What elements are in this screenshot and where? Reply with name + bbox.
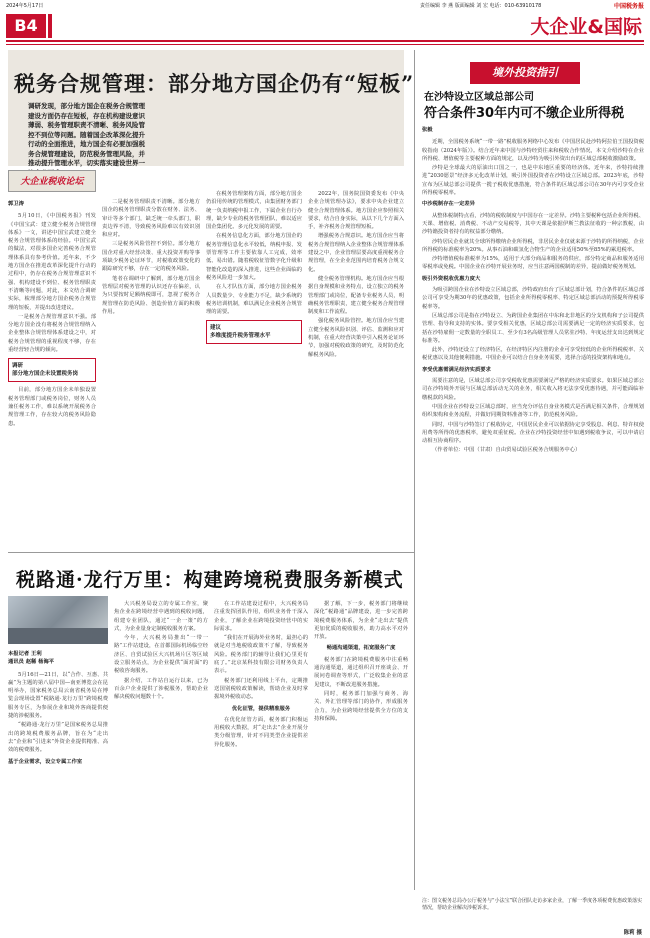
article1-dek: 调研发现，部分地方国企在税务合规管理建设方面仍存在短板，存在机构建设意识薄弱、税务管理职责不清晰、税务风险管控不到位等问题。随着国企改革深化提升行动的全面推进，地方国企有必要加强税务合规管理建设，防范税务管理风险，并推动提升管理水平，切实落实建设世界一 (28, 102, 145, 167)
paragraph: 同时，中国与沙特签订了税收协定，中国居民企业可以依据协定享受股息、利息、特许权使用费等所得的优惠税率，避免双重征税。企业在沙特投资经营中如遇到税收争议，可以申请启动相互协商程序。 (422, 421, 644, 445)
paragraph: 税务部门在跨境税费服务中注重畅通沟通渠道，通过组织召开座谈会、开展问卷调查等形式，广泛收集企业的意见建议，不断改进服务措施。 (314, 656, 408, 688)
article2-tag: 境外投资指引 (470, 62, 580, 84)
column-divider (414, 50, 415, 890)
article2-subtitle: 符合条件30年内可不缴企业所得税 (424, 106, 625, 121)
paragraph: （作者单位：中国（甘肃）自由贸易试验区税务合规服务中心） (432, 447, 581, 454)
page-number-accent (48, 14, 52, 38)
header-rule-thin (6, 44, 644, 45)
paragraph: 据介绍，工作站自运行以来，已为百余户企业提供了涉税服务，帮助企业解决税收问题数十个。 (114, 677, 208, 701)
article2-author: 张毅 (422, 127, 433, 133)
paragraph: 税务部门还利用线上平台，定期推送国别税收政策解读，帮助企业及时掌握境外税收动态。 (214, 677, 308, 701)
paragraph: 沙特增值税标准税率为15%，适用于大部分商品和服务的供应，部分特定商品和服务适用零税率或免税。中国企业在沙特开展业务时，应当注意两国税制的差异，提前做好税务规划。 (422, 256, 644, 271)
header-date: 2024年5月17日 (6, 3, 44, 9)
article3-photo (8, 596, 108, 644)
article1-col2 (102, 198, 200, 317)
page-header (0, 0, 650, 10)
photo-credit: 陈莉 摄 (623, 930, 642, 936)
photo-bar (8, 628, 108, 644)
paragraph: 在工作站建设过程中，大兴税务局注重发挥团队作用，组织业务骨干深入企业，了解企业在跨境投资经营中的实际需求。 (214, 601, 308, 632)
paragraph: 近期，全国税务系统“一带一路”税收服务网络中心发布《中国居民赴沙特阿拉伯王国投资税收指南（2024年版）》。结合近年来中国与沙特经贸往来和税收合作情况，本文介绍沙特在企业所得税、增值税等主要税种方面的规定，以及沙特为吸引外资出台的区域总部税收激励政策。 (422, 139, 644, 162)
paragraph: 三是税务风险管控不到位。部分地方国企对重大经营决策、重大投资并购等事项缺少税务论证环节，对税收政策变化的跟踪研究不够，存在一定的税务风险。 (102, 241, 200, 273)
paragraph: 中国企业在沙特设立区域总部时，应当充分评估自身业务模式是否满足相关条件，合理规划组织架构和业务流程，并做好同期资料准备等工作，防范税务风险。 (422, 403, 644, 419)
paragraph: 沙特居民企业就其全球所得缴纳企业所得税，非居民企业仅就来源于沙特的所得纳税，企业所得税的标准税率为20%。从事石油和碳氢化合物生产的企业适用50%至85%的累进税率。 (422, 238, 644, 253)
article2-body (422, 124, 644, 456)
paragraph: 在税务管理架构方面，部分地方国企仍沿用传统的管理模式，由集团财务部门统一负责纳税申报工作，下属企业自行办理，缺少专业的税务管理团队，难以适应国企集团化、多元化发展的需要。 (206, 191, 302, 231)
article3-col1 (8, 648, 108, 769)
paragraph: 笔者在调研中了解到，部分地方国企管理层对税务管理的认识还存在偏差，认为只要按时足额纳税即可，忽视了税务合规管理在防范风险、创造价值方面的积极作用。 (102, 275, 200, 315)
article1-title: 税务合规管理：部分地方国企仍有“短板” (14, 71, 415, 96)
subhead: 优化征管，提供精准服务 (231, 705, 291, 712)
paragraph: 在人才队伍方面，部分地方国企税务人员数量少、专业能力不足，缺少系统的税务培训机制，难以满足企业税务合规管理的需要。 (206, 284, 302, 316)
paragraph: 今年，大兴税务局推出“一带一路”工作站建设，在首都国际机场临空经济区、自贸试验区大兴机场片区等区域设立服务站点，为企业提供“面对面”的税收咨询服务。 (114, 635, 208, 675)
paragraph: 5月10日，《中国税务报》刊发《中国宝武：建立健全税务合规管理体系》一文，讲述中国宝武建立健全税务合规管理体系的经验。中国宝武的做法，对很多国企完善税务合规管理体系具有参考价值。近年来，不少地方国企在推进改革深化提升行动的过程中，仍存在税务合规管理意识不强、机构建设不到位、税务管理职责不清晰等问题，对此，本文结合调研实际，梳理部分地方国企税务合规管理的短板，并提出改进建议。 (8, 213, 96, 311)
article-divider (8, 552, 414, 553)
subhead: 享受优惠需满足经济实质要求 (422, 366, 491, 373)
paragraph: 5月16日—21日，以“合作、互惠、共赢”为主题的第八届中国—南亚博览会在昆明举办，国家税务总局云南省税务局在博览会现场设置“税路通·龙行万里”跨境税费服务专区，为参展企业和境外客商提供便捷的涉税服务。 (8, 671, 108, 720)
paragraph: 从整体税制特点看，沙特的税收制度与中国存在一定差异。沙特主要税种包括企业所得税、天课、增值税、消费税、不动产交易税等，其中天课是依据伊斯兰教法征收的一种宗教税，由沙特籍投资者持有的权益部分缴纳。 (422, 212, 644, 236)
article3-title-band (8, 558, 414, 592)
paragraph: 需要注意的是，区域总部公司享受税收优惠需要满足严格的经济实质要求。如果区域总部公司在沙特境外开展与区域总部活动无关的业务，相关收入将无法享受优惠待遇，并可能面临补缴税款的风险。 (422, 378, 644, 401)
paragraph: “税路通·龙行万里”是国家税务总局推出的跨境税费服务品牌，旨在为“走出去”企业和“引进来”外资企业提供精准、高效的税费服务。 (8, 722, 108, 754)
subhead-text: 部分地方国企未设置税务岗 (12, 371, 79, 378)
header-paper-name: 中国税务报 (613, 3, 644, 10)
paragraph: 此外，沙特还设立了经济特区，在经济特区内注册的企业可享受较低的企业所得税税率、关税优惠以及其他便利措施。中国企业可以结合自身业务需要，选择合适的投资架构和地点。 (422, 347, 644, 362)
article1-author: 郭卫涛 (8, 201, 24, 207)
header-rule (6, 40, 644, 42)
section-title: 大企业&国际 (530, 16, 642, 38)
article3-byline: 本报记者 王利 通讯员 赵稀 杨海平 (8, 651, 55, 666)
paragraph: 区域总部公司是指在沙特设立、为跨国企业集团在中东和北非地区的分支机构和子公司提供管理、指导和支持的实体。要享受相关优惠，区域总部公司需要满足一定的经济实质要求，包括在沙特雇佣一定数量的全职员工、至少有3名高级管理人员常驻沙特、年度运营支出达到规定标准等。 (422, 312, 644, 344)
paragraph: 健全税务管理机构。地方国企应当根据自身规模和业务特点，设立独立的税务管理部门或岗位，配备专业税务人员，明确税务管理职责，建立健全税务合规管理制度和工作流程。 (308, 275, 404, 316)
paragraph: 目前，部分地方国企未单独设置税务管理部门或税务岗位，财务人员兼任税务工作，难以系统开展税务合规管理工作，存在较大的税务风险隐患。 (8, 387, 96, 427)
page-number: B4 (6, 14, 46, 38)
article3-col4 (314, 600, 408, 724)
article3-col2 (114, 600, 208, 703)
paragraph: 为吸引跨国企业在沙特设立区域总部，沙特政府出台了区域总部计划，符合条件的区域总部公司可享受为期30年的优惠政策，包括企业所得税零税率、特定区域总部活动的预提所得税零税率等。 (422, 287, 644, 310)
photo-caption: 注：图文税务总局办公厅税务与“小法宝”联合团队走访多家企业，了解一季度各项税费优惠政策落实情况，帮助企业解决涉税诉求。 (422, 898, 643, 911)
subhead-label: 调研 (12, 363, 24, 370)
paragraph: 一是税务合规管理意识不强。部分地方国企没有将税务合规管理纳入企业整体合规管理体系建设之中，对税务合规管理的重视程度不够，存在重经营轻合规的倾向。 (8, 313, 96, 354)
subhead-box (8, 358, 96, 382)
paragraph: 同时，税务部门加强与商务、海关、外汇管理等部门的协作，形成服务合力，为企业跨境经营提供全方位的支持和保障。 (314, 690, 408, 722)
paragraph: 在优化征管方面，税务部门积极运用税收大数据，对“走出去”企业开展分类分级管理，针对不同类型企业提供差异化服务。 (214, 716, 308, 748)
paragraph: 沙特是全球最大的原油出口国之一，也是中东地区重要的经济体。近年来，沙特持续推进“2030愿景”经济多元化改革计划，吸引外国投资者在沙特设立区域总部。2023年底，沙特宣布为区域总部公司提供一揽子税收优惠措施，符合条件的区域总部公司在30年内可享受企业所得税零税率。 (422, 165, 644, 197)
paragraph: 2022年，国务院国资委发布《中央企业合规管理办法》，要求中央企业建立健全合规管理体系。地方国企应参照相关要求，结合自身实际，从以下几个方面入手，补齐税务合规管理短板。 (308, 191, 404, 231)
article1-col4 (308, 190, 404, 360)
article3-col3 (214, 600, 308, 750)
paragraph: 强化税务风险管控。地方国企应当建立健全税务风险识别、评估、监测和应对机制，在重大经营决策中引入税务论证环节，加强对税收政策的研究，及时防范化解税务风险。 (308, 318, 404, 358)
suggestion-box: 建议 多维度提升税务管理水平 (206, 320, 302, 344)
subhead: 畅通沟通渠道，拓宽服务广度 (326, 645, 396, 652)
article2-title: 在沙特设立区域总部公司 (424, 92, 534, 103)
article3-title: 税路通·龙行万里：构建跨境税费服务新模式 (16, 569, 404, 591)
header-editors: 责任编辑 李 燕 版面编辑 刘 宏 电话：010-63910178 (420, 3, 542, 9)
paragraph: 大兴税务局设立的专属工作室，聚焦企业在跨境经营中遇到的税收问题，组建专业团队，通过“一企一策”的方式，为企业量身定制税收服务方案。 (114, 601, 208, 632)
paragraph: “我们在开展海外业务时，最担心的就是对当地税收政策不了解，导致税务风险。税务部门的辅导让我们心里更有底了。”北京某科技有限公司财务负责人表示。 (214, 635, 308, 675)
column-logo: 大企业税收论坛 (8, 170, 96, 192)
paragraph: 增强税务合规意识。地方国企应当将税务合规管理纳入企业整体合规管理体系建设之中，企业管理层要高度重视税务合规管理，在全企业范围内培育税务合规文化。 (308, 233, 404, 273)
subhead: 中沙税制存在一定差异 (422, 201, 475, 208)
subhead: 基于企业需求，设立专属工作室 (8, 758, 83, 765)
paragraph: 二是税务管理职责不清晰。部分地方国企的税务管理职责分散在财务、法务、审计等多个部门，缺乏统一牵头部门，职责边界不清，导致税务风险难以有效识别和应对。 (102, 199, 200, 239)
paragraph: 在税务信息化方面，部分地方国企的税务管理信息化水平较低，纳税申报、发票管理等工作主要依靠人工完成，效率低、易出错。随着税收征管数字化升级和智能化改造的深入推进，这些企业面临的税务风险进一步加大。 (206, 233, 302, 281)
article1-col3 (206, 190, 302, 348)
paragraph: 据了解，下一步，税务部门将继续深化“税路通”品牌建设，进一步完善跨境税费服务体系，为企业“走出去”提供更加优质的税收服务，助力高水平对外开放。 (314, 601, 408, 641)
subhead: 吸引外资税收优惠力度大 (422, 275, 481, 282)
article1-col1 (8, 198, 96, 429)
